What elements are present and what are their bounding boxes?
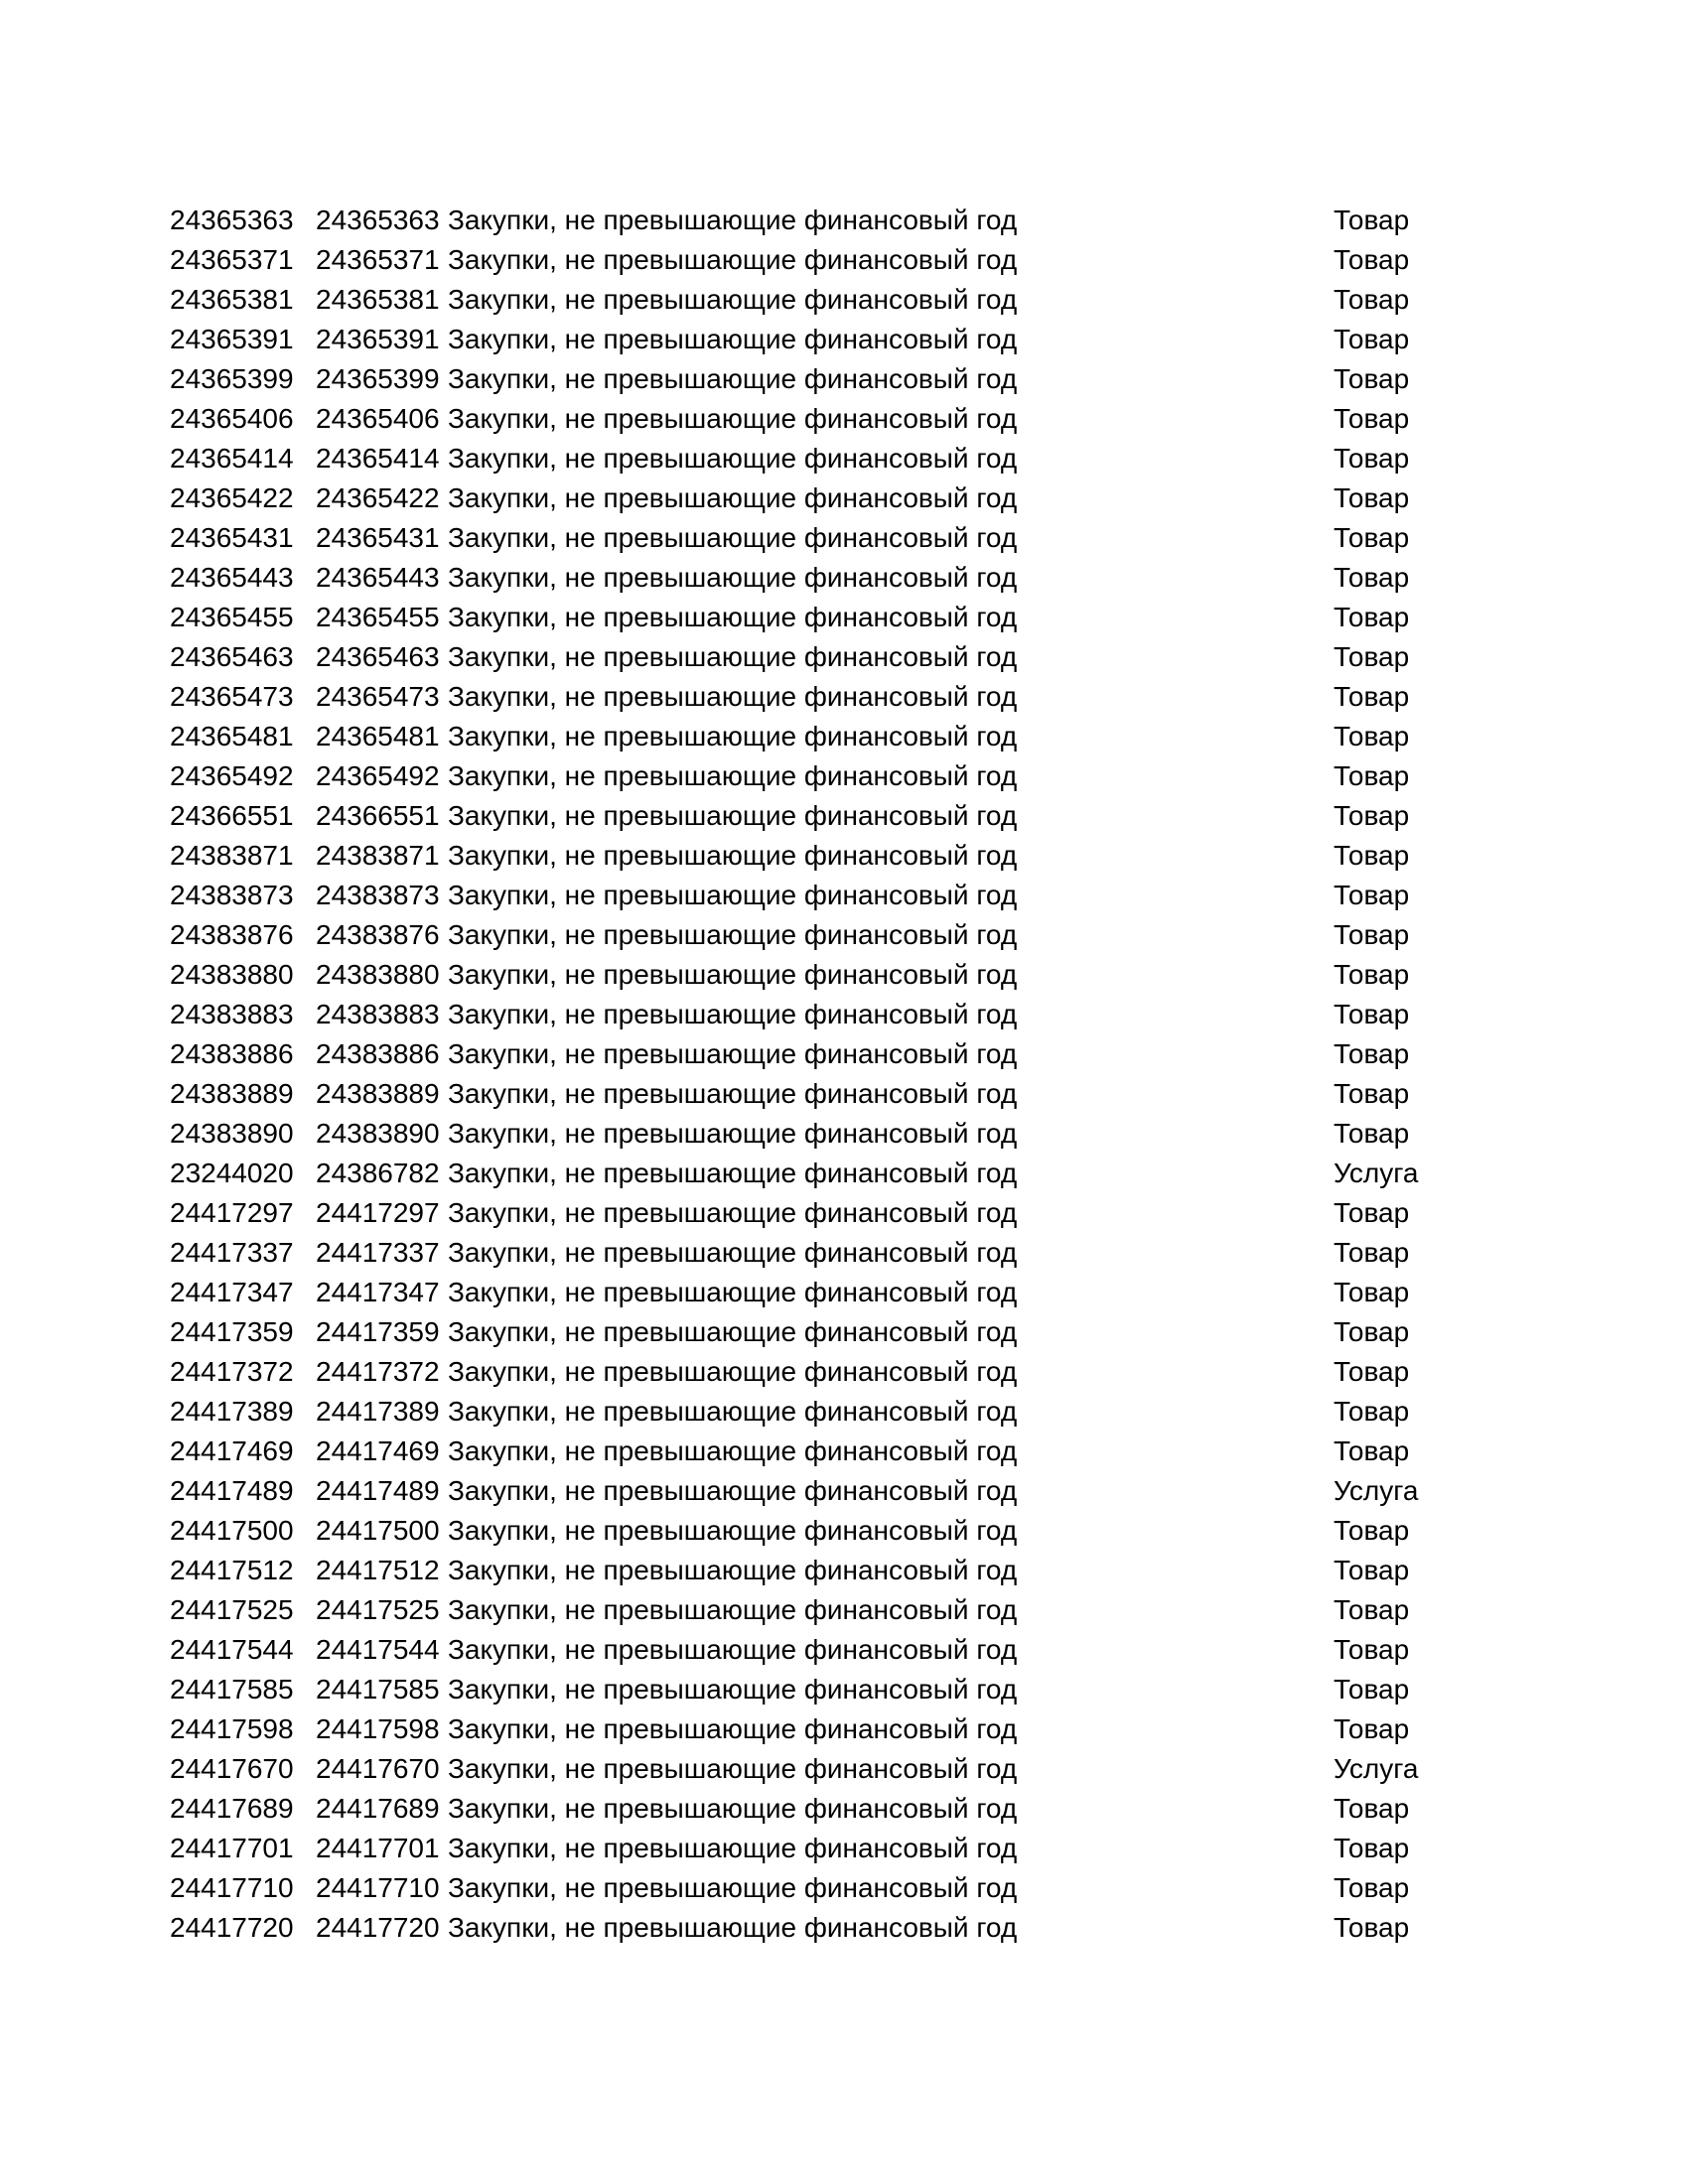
row-id-secondary: 24365473 [316,681,440,712]
row-id-secondary: 24417598 [316,1713,440,1744]
table-row [170,1312,1461,1352]
table-row [170,1789,1461,1829]
row-description: Закупки, не превышающие финансовый год [448,1396,1018,1427]
row-description: Закупки, не превышающие финансовый год [448,681,1018,712]
row-id-primary: 24417359 [170,1316,294,1347]
row-type: Товар [1334,840,1410,871]
table-row [170,1709,1461,1749]
row-description: Закупки, не превышающие финансовый год [448,1634,1018,1665]
table-row [170,558,1461,598]
row-id-secondary: 24365391 [316,324,440,354]
row-type: Товар [1334,482,1410,513]
table-row [170,1868,1461,1908]
row-id-secondary: 24365443 [316,562,440,593]
table-row [170,717,1461,756]
table-row [170,1908,1461,1948]
row-description: Закупки, не превышающие финансовый год [448,1316,1018,1347]
row-id-primary: 24365363 [170,205,294,235]
row-type: Товар [1334,880,1410,910]
row-description: Закупки, не превышающие финансовый год [448,1793,1018,1824]
row-id-secondary: 24365431 [316,522,440,553]
table-row [170,1749,1461,1789]
row-id-primary: 24365492 [170,760,294,791]
row-description: Закупки, не превышающие финансовый год [448,1674,1018,1705]
row-description: Закупки, не превышающие финансовый год [448,999,1018,1029]
row-id-secondary: 24365363 [316,205,440,235]
row-id-secondary: 24417372 [316,1356,440,1387]
row-description: Закупки, не превышающие финансовый год [448,880,1018,910]
row-id-primary: 24417512 [170,1555,294,1585]
table-row [170,955,1461,995]
table-row [170,836,1461,876]
row-id-primary: 24417372 [170,1356,294,1387]
row-id-secondary: 24417544 [316,1634,440,1665]
row-id-secondary: 24417347 [316,1277,440,1307]
row-type: Товар [1334,205,1410,235]
row-description: Закупки, не превышающие финансовый год [448,482,1018,513]
row-type: Товар [1334,760,1410,791]
row-description: Закупки, не превышающие финансовый год [448,760,1018,791]
row-type: Товар [1334,284,1410,315]
row-id-primary: 24365455 [170,602,294,632]
row-type: Товар [1334,800,1410,831]
row-id-secondary: 24383871 [316,840,440,871]
table-row [170,359,1461,399]
row-id-secondary: 24366551 [316,800,440,831]
table-row [170,1630,1461,1670]
row-id-primary: 24417585 [170,1674,294,1705]
row-id-secondary: 24417489 [316,1475,440,1506]
row-type: Товар [1334,1634,1410,1665]
row-type: Товар [1334,1594,1410,1625]
row-id-secondary: 24383889 [316,1078,440,1109]
row-type: Услуга [1334,1753,1419,1784]
table-row [170,1114,1461,1154]
row-type: Товар [1334,363,1410,394]
row-type: Товар [1334,244,1410,275]
row-description: Закупки, не превышающие финансовый год [448,959,1018,990]
table-row [170,240,1461,280]
row-id-secondary: 24417720 [316,1912,440,1943]
row-type: Товар [1334,1713,1410,1744]
row-type: Услуга [1334,1475,1419,1506]
table-row [170,1432,1461,1471]
row-id-secondary: 24365422 [316,482,440,513]
row-id-secondary: 24365381 [316,284,440,315]
row-description: Закупки, не превышающие финансовый год [448,602,1018,632]
row-description: Закупки, не превышающие финансовый год [448,800,1018,831]
row-id-primary: 24365399 [170,363,294,394]
row-type: Товар [1334,522,1410,553]
row-id-primary: 24365473 [170,681,294,712]
procurement-table [170,201,1461,1948]
row-type: Товар [1334,1118,1410,1149]
row-description: Закупки, не превышающие финансовый год [448,1475,1018,1506]
row-description: Закупки, не превышающие финансовый год [448,522,1018,553]
row-type: Товар [1334,1555,1410,1585]
row-id-secondary: 24383883 [316,999,440,1029]
row-id-secondary: 24417469 [316,1435,440,1466]
row-id-primary: 24417701 [170,1833,294,1863]
row-id-primary: 24417489 [170,1475,294,1506]
row-id-primary: 24365422 [170,482,294,513]
row-id-secondary: 24417701 [316,1833,440,1863]
row-id-secondary: 24417389 [316,1396,440,1427]
row-id-secondary: 24365399 [316,363,440,394]
row-type: Товар [1334,1515,1410,1546]
row-type: Товар [1334,919,1410,950]
row-id-secondary: 24417710 [316,1872,440,1903]
row-type: Товар [1334,999,1410,1029]
row-id-primary: 24417500 [170,1515,294,1546]
row-type: Товар [1334,1316,1410,1347]
row-id-secondary: 24417689 [316,1793,440,1824]
row-id-secondary: 24417297 [316,1197,440,1228]
row-id-secondary: 24417525 [316,1594,440,1625]
table-row [170,320,1461,359]
row-id-primary: 24417469 [170,1435,294,1466]
row-id-secondary: 24365481 [316,721,440,751]
table-row [170,598,1461,637]
row-type: Товар [1334,1912,1410,1943]
row-id-secondary: 24417337 [316,1237,440,1268]
row-description: Закупки, не превышающие финансовый год [448,1435,1018,1466]
table-row [170,1511,1461,1551]
table-row [170,1074,1461,1114]
table-row [170,677,1461,717]
row-type: Товар [1334,1277,1410,1307]
row-type: Товар [1334,1078,1410,1109]
row-id-primary: 24417544 [170,1634,294,1665]
row-id-secondary: 24365492 [316,760,440,791]
table-row [170,1392,1461,1432]
row-id-secondary: 24417512 [316,1555,440,1585]
table-row [170,478,1461,518]
row-description: Закупки, не превышающие финансовый год [448,1277,1018,1307]
row-id-primary: 24365443 [170,562,294,593]
row-type: Услуга [1334,1158,1419,1188]
row-type: Товар [1334,1038,1410,1069]
row-id-primary: 23244020 [170,1158,294,1188]
row-id-primary: 24417670 [170,1753,294,1784]
row-description: Закупки, не превышающие финансовый год [448,1038,1018,1069]
row-id-primary: 24417720 [170,1912,294,1943]
row-type: Товар [1334,1396,1410,1427]
row-description: Закупки, не превышающие финансовый год [448,1912,1018,1943]
table-row [170,1273,1461,1312]
row-type: Товар [1334,403,1410,434]
row-id-primary: 24365463 [170,641,294,672]
row-type: Товар [1334,1833,1410,1863]
table-row [170,1193,1461,1233]
row-id-secondary: 24386782 [316,1158,440,1188]
table-row [170,1233,1461,1273]
row-description: Закупки, не превышающие финансовый год [448,1118,1018,1149]
row-id-primary: 24417689 [170,1793,294,1824]
row-description: Закупки, не превышающие финансовый год [448,205,1018,235]
row-type: Товар [1334,1356,1410,1387]
row-type: Товар [1334,324,1410,354]
row-id-secondary: 24365406 [316,403,440,434]
row-id-primary: 24383883 [170,999,294,1029]
row-type: Товар [1334,602,1410,632]
row-id-primary: 24365371 [170,244,294,275]
row-id-primary: 24366551 [170,800,294,831]
table-row [170,1154,1461,1193]
row-description: Закупки, не превышающие финансовый год [448,1356,1018,1387]
row-description: Закупки, не превышающие финансовый год [448,363,1018,394]
row-id-primary: 24417347 [170,1277,294,1307]
row-description: Закупки, не превышающие финансовый год [448,1594,1018,1625]
row-type: Товар [1334,641,1410,672]
row-id-secondary: 24365455 [316,602,440,632]
table-row [170,756,1461,796]
table-row [170,1829,1461,1868]
row-description: Закупки, не превышающие финансовый год [448,721,1018,751]
table-row [170,439,1461,478]
table-row [170,518,1461,558]
row-description: Закупки, не превышающие финансовый год [448,1753,1018,1784]
row-id-primary: 24383886 [170,1038,294,1069]
row-type: Товар [1334,562,1410,593]
row-description: Закупки, не превышающие финансовый год [448,1197,1018,1228]
table-row [170,1590,1461,1630]
row-id-primary: 24383880 [170,959,294,990]
row-id-primary: 24417525 [170,1594,294,1625]
table-row [170,280,1461,320]
row-id-secondary: 24417670 [316,1753,440,1784]
row-description: Закупки, не превышающие финансовый год [448,324,1018,354]
row-type: Товар [1334,1435,1410,1466]
row-id-secondary: 24383890 [316,1118,440,1149]
row-id-primary: 24417598 [170,1713,294,1744]
table-row [170,995,1461,1034]
row-type: Товар [1334,1872,1410,1903]
row-description: Закупки, не превышающие финансовый год [448,443,1018,474]
row-type: Товар [1334,1674,1410,1705]
row-id-primary: 24365414 [170,443,294,474]
row-id-primary: 24417710 [170,1872,294,1903]
table-row [170,1471,1461,1511]
row-type: Товар [1334,721,1410,751]
row-id-primary: 24365391 [170,324,294,354]
table-row [170,1034,1461,1074]
table-row [170,915,1461,955]
row-id-primary: 24417389 [170,1396,294,1427]
row-description: Закупки, не превышающие финансовый год [448,1713,1018,1744]
row-type: Товар [1334,1197,1410,1228]
table-row [170,637,1461,677]
row-description: Закупки, не превышающие финансовый год [448,244,1018,275]
row-description: Закупки, не превышающие финансовый год [448,1872,1018,1903]
row-description: Закупки, не превышающие финансовый год [448,1515,1018,1546]
row-description: Закупки, не превышающие финансовый год [448,1078,1018,1109]
row-description: Закупки, не превышающие финансовый год [448,641,1018,672]
table-row [170,1551,1461,1590]
row-id-primary: 24383890 [170,1118,294,1149]
row-id-secondary: 24365463 [316,641,440,672]
row-description: Закупки, не превышающие финансовый год [448,840,1018,871]
row-description: Закупки, не превышающие финансовый год [448,562,1018,593]
row-id-secondary: 24417500 [316,1515,440,1546]
row-id-primary: 24383876 [170,919,294,950]
row-description: Закупки, не превышающие финансовый год [448,1158,1018,1188]
row-id-secondary: 24417359 [316,1316,440,1347]
table-row [170,1352,1461,1392]
row-description: Закупки, не превышающие финансовый год [448,284,1018,315]
table-row [170,1670,1461,1709]
row-id-secondary: 24383876 [316,919,440,950]
row-type: Товар [1334,1793,1410,1824]
row-description: Закупки, не превышающие финансовый год [448,919,1018,950]
table-row [170,399,1461,439]
row-description: Закупки, не превышающие финансовый год [448,1555,1018,1585]
table-row [170,201,1461,240]
row-id-secondary: 24383873 [316,880,440,910]
table-row [170,876,1461,915]
row-id-primary: 24365431 [170,522,294,553]
row-id-primary: 24383871 [170,840,294,871]
row-id-secondary: 24365371 [316,244,440,275]
row-id-secondary: 24365414 [316,443,440,474]
row-id-primary: 24417337 [170,1237,294,1268]
row-id-primary: 24417297 [170,1197,294,1228]
row-type: Товар [1334,1237,1410,1268]
row-id-primary: 24365406 [170,403,294,434]
row-id-secondary: 24383880 [316,959,440,990]
row-id-primary: 24383889 [170,1078,294,1109]
row-id-primary: 24383873 [170,880,294,910]
row-id-primary: 24365481 [170,721,294,751]
row-type: Товар [1334,681,1410,712]
table-row [170,796,1461,836]
row-description: Закупки, не превышающие финансовый год [448,1833,1018,1863]
row-type: Товар [1334,959,1410,990]
row-id-secondary: 24417585 [316,1674,440,1705]
row-id-secondary: 24383886 [316,1038,440,1069]
row-id-primary: 24365381 [170,284,294,315]
row-description: Закупки, не превышающие финансовый год [448,403,1018,434]
row-type: Товар [1334,443,1410,474]
row-description: Закупки, не превышающие финансовый год [448,1237,1018,1268]
